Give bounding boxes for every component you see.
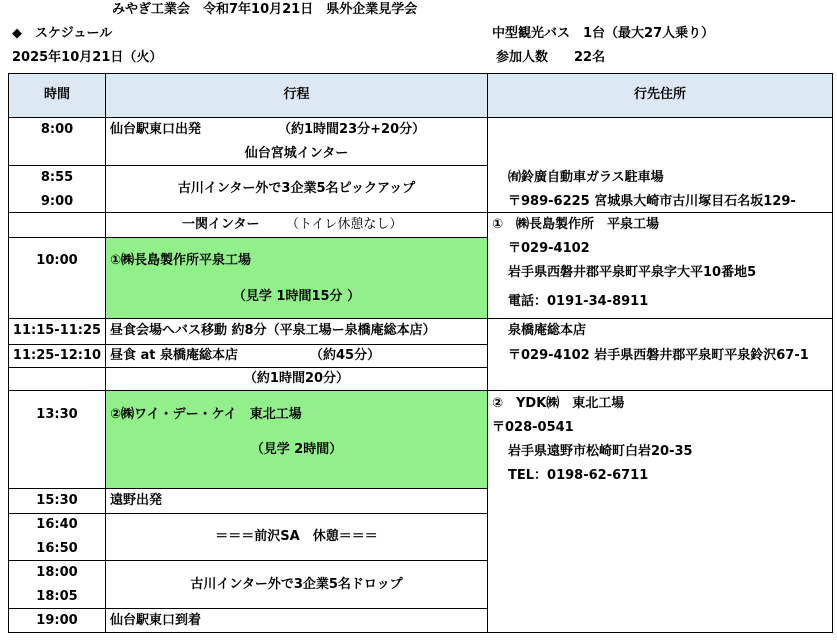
address-phone: TEL：0198-62-6711 bbox=[508, 468, 649, 483]
grid-line bbox=[487, 73, 488, 633]
grid-line bbox=[8, 367, 487, 368]
column-header-time: 時間 bbox=[43, 87, 70, 102]
visit-duration: （見学 1時間15分 ） bbox=[232, 289, 361, 304]
time-cell: 16:40 bbox=[36, 517, 78, 532]
address-line: 〒989-6225 宮城県大崎市古川塚目石名坂129- bbox=[508, 194, 796, 209]
schedule-label: ◆ スケジュール bbox=[12, 26, 113, 41]
bus-info: 中型観光バス 1台（最大27人乗り） bbox=[492, 26, 715, 41]
travel-duration-note: （約1時間20分） bbox=[243, 371, 350, 386]
itinerary-text: 仙台駅東口出発 bbox=[110, 122, 202, 137]
address-zip: 〒028-0541 bbox=[492, 420, 574, 435]
itinerary-note: （トイレ休憩なし） bbox=[286, 217, 403, 232]
time-cell: 19:00 bbox=[36, 613, 78, 628]
rest-stop: ＝＝＝前沢SA 休憩＝＝＝ bbox=[215, 529, 378, 544]
address-name: 泉橋庵総本店 bbox=[508, 323, 587, 338]
address-name: ① ㈱長島製作所 平泉工場 bbox=[492, 217, 660, 232]
itinerary-text: 仙台駅東口到着 bbox=[110, 613, 202, 628]
visit-duration: （見学 2時間） bbox=[250, 442, 343, 457]
grid-line bbox=[8, 513, 487, 514]
visit-name: ②㈱ワイ・デー・ケイ 東北工場 bbox=[110, 407, 302, 422]
time-cell: 18:05 bbox=[36, 589, 78, 604]
travel-duration-note: （約1時間23分+20分） bbox=[278, 122, 426, 137]
time-cell: 13:30 bbox=[36, 407, 78, 422]
itinerary-text: 昼食 at 泉橋庵総本店 bbox=[110, 348, 239, 363]
itinerary-text: 古川インター外で3企業5名ピックアップ bbox=[177, 181, 416, 196]
time-cell: 8:00 bbox=[40, 122, 74, 137]
grid-line bbox=[8, 165, 487, 166]
address-line: 岩手県遠野市松崎町白岩20-35 bbox=[508, 444, 693, 459]
grid-line bbox=[8, 560, 487, 561]
itinerary-text: 一関インター bbox=[182, 217, 260, 232]
time-cell: 18:00 bbox=[36, 565, 78, 580]
address-line: 岩手県西磐井郡平泉町平泉字大平10番地5 bbox=[508, 265, 757, 280]
address-phone: 電話：0191-34-8911 bbox=[508, 294, 649, 309]
itinerary-subtext: 仙台宮城インター bbox=[244, 146, 349, 161]
itinerary-text: 古川インター外で3企業5名ドロップ bbox=[190, 577, 403, 592]
itinerary-text: 昼食会場へバス移動 約8分（平泉工場ー泉橋庵総本店） bbox=[110, 323, 436, 338]
time-cell: 15:30 bbox=[36, 493, 78, 508]
address-line: 〒029-4102 岩手県西磐井郡平泉町平泉鈴沢67-1 bbox=[508, 348, 809, 363]
time-cell: 8:55 bbox=[40, 170, 74, 185]
time-cell: 9:00 bbox=[40, 194, 74, 209]
time-cell: 11:15-11:25 bbox=[12, 323, 102, 338]
grid-line bbox=[8, 390, 833, 391]
address-zip: 〒029-4102 bbox=[508, 241, 590, 256]
grid-line bbox=[8, 608, 487, 609]
grid-line bbox=[8, 344, 487, 345]
participant-count: 参加人数 22名 bbox=[496, 50, 606, 65]
visit-name: ①㈱長島製作所平泉工場 bbox=[110, 253, 252, 268]
document-title: みやぎ工業会 令和7年10月21日 県外企業見学会 bbox=[112, 2, 418, 17]
time-cell: 11:25-12:10 bbox=[12, 348, 102, 363]
grid-line bbox=[8, 117, 833, 118]
itinerary-text: 遠野出発 bbox=[110, 493, 163, 508]
grid-line bbox=[8, 237, 487, 238]
itinerary-note: （約45分） bbox=[310, 348, 381, 363]
column-header-itinerary: 行程 bbox=[283, 87, 310, 102]
grid-line bbox=[8, 488, 487, 489]
address-name: ② YDK㈱ 東北工場 bbox=[492, 396, 625, 411]
time-cell: 16:50 bbox=[36, 541, 78, 556]
tour-date: 2025年10月21日（火） bbox=[12, 50, 163, 65]
column-header-address: 行先住所 bbox=[633, 87, 686, 102]
grid-line bbox=[8, 318, 833, 319]
address-name: ㈲鈴廣自動車ガラス駐車場 bbox=[508, 170, 664, 185]
grid-line bbox=[8, 212, 833, 213]
time-cell: 10:00 bbox=[36, 253, 78, 268]
